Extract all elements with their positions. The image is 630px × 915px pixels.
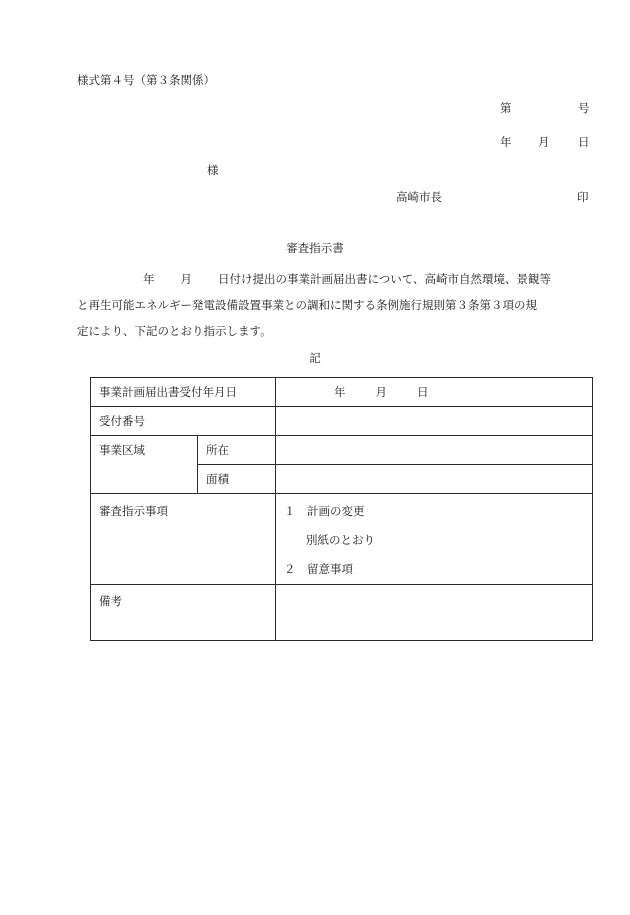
receipt-day: 日 (417, 385, 429, 399)
number-prefix: 第 (500, 101, 512, 115)
table-row (91, 378, 593, 407)
receipt-number-value[interactable] (276, 407, 593, 436)
body-line-1-text: 日付け提出の事業計画届出書について、高崎市自然環境、景観等 (218, 272, 552, 286)
instruction-item-2: ２ 留意事項 (284, 562, 353, 576)
receipt-date-value[interactable] (276, 378, 593, 407)
location-value[interactable] (276, 436, 593, 465)
location-label: 所在 (198, 436, 276, 465)
date-month-label: 月 (538, 135, 550, 149)
body-line-1 (77, 266, 607, 292)
form-number: 様式第４号（第３条関係） (77, 73, 215, 87)
body-line-3: 定により、下記のとおり指示します。 (77, 324, 272, 338)
project-area-label: 事業区域 (91, 436, 198, 494)
body-year: 年 (143, 272, 155, 286)
table-row (91, 436, 593, 465)
receipt-date-label: 事業計画届出書受付年月日 (91, 378, 276, 407)
remarks-value[interactable] (276, 585, 593, 641)
addressee-suffix: 様 (207, 163, 219, 177)
body-paragraph (77, 266, 607, 344)
instruction-items-value[interactable] (276, 494, 593, 585)
receipt-month: 月 (375, 385, 387, 399)
receipt-number-label: 受付番号 (91, 407, 276, 436)
area-size-value[interactable] (276, 465, 593, 494)
body-month: 月 (180, 272, 192, 286)
table-row (91, 585, 593, 641)
receipt-year: 年 (334, 385, 346, 399)
table-row (91, 494, 593, 585)
seal-mark: 印 (577, 190, 589, 204)
instruction-items-label: 審査指示事項 (91, 494, 276, 585)
issuer-name: 高崎市長 (396, 190, 442, 204)
date-year-label: 年 (500, 135, 512, 149)
instruction-table (90, 377, 593, 641)
ki-marker: 記 (309, 351, 321, 365)
number-suffix: 号 (578, 101, 590, 115)
area-size-label: 面積 (198, 465, 276, 494)
document-title: 審査指示書 (286, 241, 344, 255)
date-day-label: 日 (578, 135, 590, 149)
body-line-2: と再生可能エネルギー発電設備設置事業との調和に関する条例施行規則第３条第３項の規 (77, 298, 537, 312)
instruction-item-1-detail: 別紙のとおり (306, 533, 375, 547)
instruction-item-1: １ 計画の変更 (284, 504, 365, 518)
remarks-label: 備考 (91, 585, 276, 641)
table-row (91, 407, 593, 436)
